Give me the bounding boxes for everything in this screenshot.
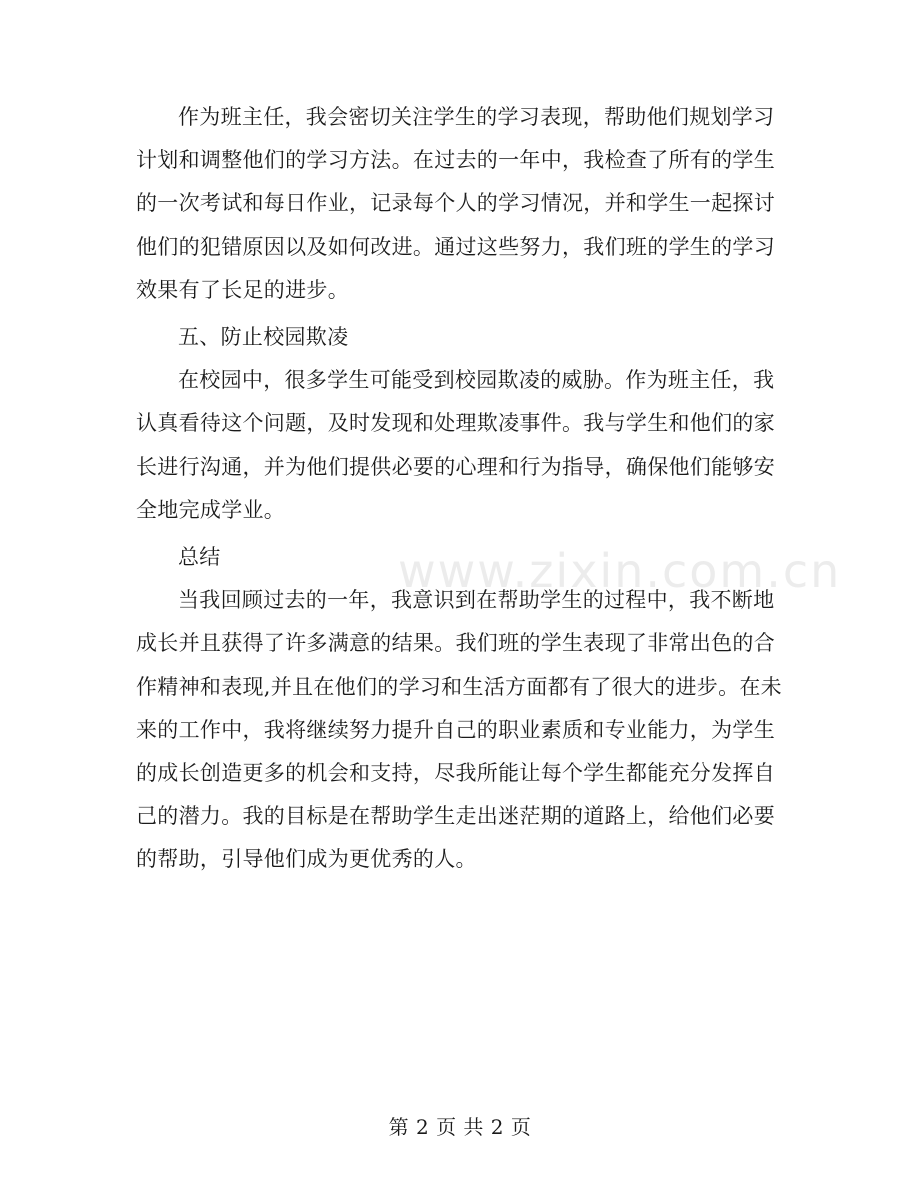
text-line: 作精神和表现,并且在他们的学习和生活方面都有了很大的进步。在未 — [136, 674, 782, 699]
text-line: 认真看待这个问题，及时发现和处理欺凌事件。我与学生和他们的家 — [136, 411, 775, 436]
text-line: 当我回顾过去的一年，我意识到在帮助学生的过程中，我不断地 — [178, 588, 775, 613]
paragraph-study-support — [136, 96, 776, 312]
text-line: 己的潜力。我的目标是在帮助学生走出迷茫期的道路上，给他们必要 — [136, 804, 775, 829]
text-line: 计划和调整他们的学习方法。在过去的一年中，我检查了所有的学生 — [136, 148, 775, 173]
text-line: 长进行沟通，并为他们提供必要的心理和行为指导，确保他们能够安 — [136, 454, 775, 479]
text-line: 全地完成学业。 — [136, 497, 286, 522]
section-heading-summary: 总结 — [178, 545, 221, 570]
text-line: 作为班主任，我会密切关注学生的学习表现，帮助他们规划学习 — [178, 105, 775, 129]
text-line: 的成长创造更多的机会和支持，尽我所能让每个学生都能充分发挥自 — [136, 761, 775, 786]
text-line: 来的工作中，我将继续努力提升自己的职业素质和专业能力，为学生 — [136, 717, 775, 742]
section-heading-anti-bullying: 五、防止校园欺凌 — [178, 325, 349, 350]
paragraph-anti-bullying — [136, 359, 776, 532]
document-body — [136, 96, 782, 882]
text-line: 他们的犯错原因以及如何改进。通过这些努力，我们班的学生的学习 — [136, 234, 775, 259]
text-line: 的一次考试和每日作业，记录每个人的学习情况，并和学生一起探讨 — [136, 191, 775, 216]
paragraph-summary — [136, 579, 782, 881]
text-line: 在校园中，很多学生可能受到校园欺凌的威胁。作为班主任，我 — [178, 368, 775, 393]
page-number-footer: 第 2 页 共 2 页 — [388, 1115, 532, 1139]
text-line: 的帮助，引导他们成为更优秀的人。 — [136, 847, 477, 872]
text-line: 效果有了长足的进步。 — [136, 277, 349, 302]
watermark: www.zixin.com.cn — [398, 544, 842, 598]
text-line: 成长并且获得了许多满意的结果。我们班的学生表现了非常出色的合 — [136, 631, 775, 656]
